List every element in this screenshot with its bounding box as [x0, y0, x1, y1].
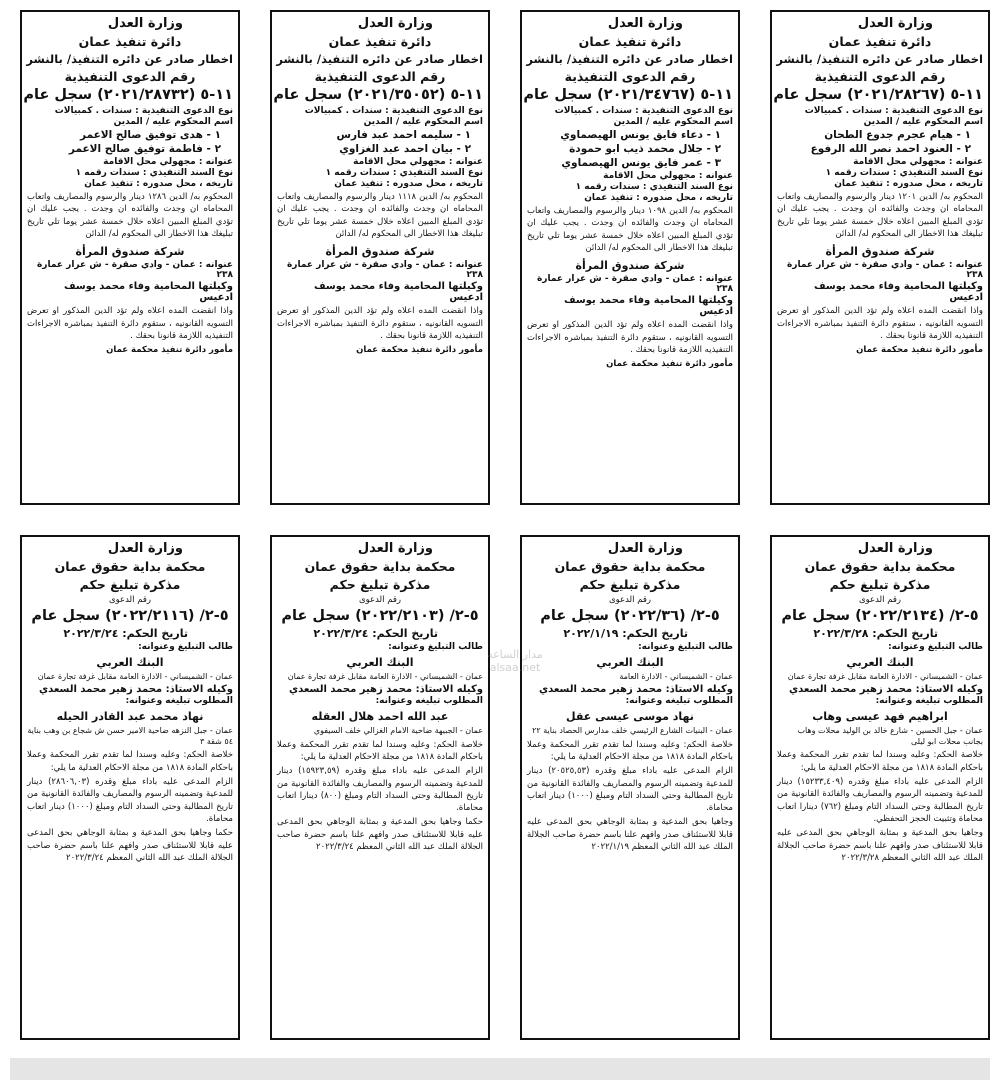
notice-subtitle: مذكرة تبليغ حكم — [79, 577, 181, 592]
case-label: رقم الدعوى التنفيذية — [814, 69, 946, 84]
defendant-name: نهاد موسى عيسى عقل — [566, 709, 694, 723]
plaintiff-address: عمان - الشميساني - الادارة العامة مقابل غرفة تجارة عمان — [287, 672, 483, 681]
notice-subtitle: اخطار صادر عن دائره التنفيذ/ بالنشر — [526, 52, 733, 66]
ministry-title: وزارة العدل — [107, 16, 183, 31]
verdict-summary: خلاصة الحكم: وعليه وسندا لما تقدم تقرر المحكمة وعملا باحكام المادة ١٨١٨ من مجلة الاحكام العدلية ما يلي: — [527, 739, 733, 762]
document-date: تاريخه ، محل صدوره : تنفيذ عمان — [334, 179, 483, 189]
notice-warning: واذا انقضت المده اعلاه ولم تؤد الدين المذكور او تعرض التسويه القانونيه ، ستقوم دائرة التنفيذ بمباشره الاجراءات التنفيذيه اللازمة قانونا بحقك . — [527, 320, 733, 355]
judgment-notice — [770, 535, 990, 1040]
notice-subtitle: اخطار صادر عن دائره التنفيذ/ بالنشر — [26, 52, 233, 66]
officer-signature: مأمور دائرة تنفيذ محكمة عمان — [356, 345, 483, 356]
creditor-lawyer: وكيلتها المحامية وفاء محمد يوسف ادعيس — [813, 281, 983, 304]
execution-notice — [520, 10, 740, 505]
defendant-address: عمان - البنيات الشارع الرئيسي خلف مدارس الحصاد بناية ٢٢ — [532, 725, 733, 735]
case-label: رقم الدعوى — [108, 595, 152, 605]
ministry-title: وزارة العدل — [107, 541, 183, 556]
bottom-row — [10, 535, 990, 1040]
notice-subtitle: مذكرة تبليغ حكم — [829, 577, 931, 592]
defendant-address: عمان - جبل الحسين - شارع خالد بن الوليد محلات وهاب بجانب محلات ابو ليلى — [797, 725, 983, 746]
execution-notice — [770, 10, 990, 505]
footer-bar — [10, 1058, 990, 1080]
defendant-label: المطلوب تبليغه وعنوانه: — [125, 695, 233, 706]
debtor-address: عنوانه : مجهولي محل الاقامة — [853, 157, 983, 167]
creditor-lawyer: وكيلتها المحامية وفاء محمد يوسف ادعيس — [563, 295, 733, 318]
officer-signature: مأمور دائرة تنفيذ محكمة عمان — [106, 345, 233, 356]
creditor-lawyer: وكيلتها المحامية وفاء محمد يوسف ادعيس — [63, 281, 233, 304]
debtor-name: ٢ - جلال محمد ذيب ابو حمودة — [569, 143, 721, 155]
case-type: نوع الدعوى التنفيذية : سندات . كمبيالات — [54, 106, 233, 116]
ministry-title: وزارة العدل — [607, 541, 683, 556]
ministry-title: وزارة العدل — [357, 16, 433, 31]
case-type: نوع الدعوى التنفيذية : سندات . كمبيالات — [554, 106, 733, 116]
closing-text: حكما وجاهيا بحق المدعية و بمثابة الوجاهي بحق المدعى عليه قابلا للاستئناف صدر وافهم علنا باسم حضرة صاحب الجلالة الملك عبد الله الثاني المعظم ٢٠٢٢/٣/٢٤ — [277, 817, 483, 853]
debtor-name: ١ - هدى توفيق صالح الاعمر — [80, 129, 221, 141]
debtor-name: ٢ - بيان احمد عبد الغزاوي — [339, 143, 471, 155]
watermark-latin: alsaa.net — [489, 661, 541, 675]
plaintiff-name: البنك العربي — [346, 656, 414, 669]
department-title: دائرة تنفيذ عمان — [578, 34, 682, 49]
judgment-notice — [520, 535, 740, 1040]
notice-subtitle: مذكرة تبليغ حكم — [579, 577, 681, 592]
officer-signature: مأمور دائرة تنفيذ محكمة عمان — [856, 345, 983, 356]
defendant-label: المطلوب تبليغه وعنوانه: — [875, 695, 983, 706]
case-type: نوع الدعوى التنفيذية : سندات . كمبيالات — [804, 106, 983, 116]
case-number: ٥-٢/ (٢٠٢٢/٢١٣٤) سجل عام — [781, 608, 979, 624]
ministry-title: وزارة العدل — [357, 541, 433, 556]
plaintiff-label: طالب التبليغ وعنوانه: — [638, 642, 733, 652]
creditor-company: شركة صندوق المرأة — [325, 245, 435, 259]
verdict-summary: خلاصة الحكم: وعليه وسندا لما تقدم تقرر المحكمة وعملا باحكام المادة ١٨١٨ من مجلة الاحكام العدلية ما يلي: — [277, 739, 483, 762]
ruling-text: الزام المدعى عليه باداء مبلغ وقدره (٢٨٦٠٦,٠٣) دينار للمدعية وتضمينه الرسوم والمصاريف والفائدة القانونية من تاريخ المطالبة وحتى السداد التام ومبلغ (١٠٠٠) دينار اتعاب محاماة. — [27, 777, 234, 824]
case-number: ١١-٥ (٢٠٢١/٣٤٧٦٧) سجل عام — [523, 87, 733, 103]
notice-body: المحكوم به/ الدين ١٢٨٦ دينار والرسوم والمصاريف واتعاب المحاماه ان وجدت والفائده ان وجدت . يجب عليك ان تؤدي المبلغ المبين اعلاه خلال خمسة عشر يوما تلي تاريخ تبليغك هذا الاخطار الى المحكوم له/ الدائن — [27, 192, 234, 239]
plaintiff-lawyer: وكيله الاستاذ: محمد زهير محمد السعدي — [788, 683, 983, 695]
judgment-date: تاريخ الحكم: ٢٠٢٢/٣/٢٨ — [813, 627, 938, 640]
creditor-company: شركة صندوق المرأة — [825, 245, 935, 259]
debtor-name: ١ - سليمه احمد عبد فارس — [336, 129, 471, 141]
document-date: تاريخه ، محل صدوره : تنفيذ عمان — [584, 193, 733, 203]
document-type: نوع السند التنفيذي : سندات رقمه ١ — [575, 182, 733, 192]
court-title: محكمة بداية حقوق عمان — [804, 559, 956, 574]
plaintiff-name: البنك العربي — [596, 656, 664, 669]
top-row — [10, 10, 990, 505]
creditor-address: عنوانه : عمان - وادي صقرة - ش عرار عمارة ٢٣٨ — [286, 260, 483, 281]
closing-text: حكما وجاهيا بحق المدعية و بمثابة الوجاهي بحق المدعى عليه قابلا للاستئناف صدر وافهم علنا باسم حضرة صاحب الجلالة الملك عبد الله الثاني المعظم ٢٠٢٢/٣/٢٤ — [27, 828, 233, 863]
plaintiff-label: طالب التبليغ وعنوانه: — [388, 642, 483, 652]
plaintiff-name: البنك العربي — [846, 656, 914, 669]
case-label: رقم الدعوى — [358, 595, 402, 605]
defendant-address: عمان - الجبيهة ضاحية الامام الغزالي خلف السيفوي — [313, 725, 483, 735]
notice-warning: واذا انقضت المده اعلاه ولم تؤد الدين المذكور او تعرض التسويه القانونيه ، ستقوم دائرة التنفيذ بمباشره الاجراءات التنفيذيه اللازمة قانونا بحقك . — [27, 306, 233, 341]
court-title: محكمة بداية حقوق عمان — [304, 559, 456, 574]
creditor-company: شركة صندوق المرأة — [575, 259, 685, 273]
verdict-summary: خلاصة الحكم: وعليه وسندا لما تقدم تقرر المحكمة وعملا باحكام المادة ١٨١٨ من مجلة الاحكام العدلية ما يلي: — [777, 750, 983, 773]
case-number: ٥-٢/ (٢٠٢٢/٢١١٦) سجل عام — [31, 608, 229, 624]
plaintiff-address: عمان - الشميساني - الادارة العامة مقابل غرفة تجارة عمان — [787, 672, 983, 681]
defendant-name: نهاد محمد عبد القادر الحيله — [56, 709, 204, 723]
case-number: ١١-٥ (٢٠٢١/٣٥٠٥٢) سجل عام — [273, 87, 483, 103]
creditor-address: عنوانه : عمان - وادي صقرة - ش عرار عمارة ٢٣٨ — [786, 260, 983, 281]
department-title: دائرة تنفيذ عمان — [828, 34, 932, 49]
ministry-title: وزارة العدل — [607, 16, 683, 31]
watermark — [470, 648, 560, 674]
notice-body: المحكوم به/ الدين ١٠٩٨ دينار والرسوم والمصاريف واتعاب المحاماه ان وجدت والفائده ان وجدت . يجب عليك ان تؤدي المبلغ المبين اعلاه خلال خمسة عشر يوما تلي تاريخ تبليغك هذا الاخطار الى المحكوم له/ الدائن — [527, 206, 734, 253]
debtor-address: عنوانه : مجهولي محل الاقامة — [603, 171, 733, 181]
document-type: نوع السند التنفيذي : سندات رقمه ١ — [825, 168, 983, 178]
creditor-company: شركة صندوق المرأة — [75, 245, 185, 259]
judged-label: اسم المحكوم عليه / المدين — [863, 117, 983, 127]
closing-text: وجاهيا بحق المدعية و بمثابة الوجاهي بحق المدعى عليه قابلا للاستئناف صدر وافهم علنا باسم حضرة صاحب الجلالة الملك عبد الله الثاني المعظم ٢٠٢٢/١/١٩ — [527, 817, 733, 853]
plaintiff-lawyer: وكيله الاستاذ: محمد زهير محمد السعدي — [38, 683, 233, 695]
court-title: محكمة بداية حقوق عمان — [554, 559, 706, 574]
judged-label: اسم المحكوم عليه / المدين — [613, 117, 733, 127]
defendant-name: عبد الله احمد هلال العقله — [311, 709, 449, 723]
case-label: رقم الدعوى التنفيذية — [314, 69, 446, 84]
document-date: تاريخه ، محل صدوره : تنفيذ عمان — [84, 179, 233, 189]
debtor-name: ٣ - عمر فايق يونس الهيصماوي — [561, 157, 721, 169]
case-label: رقم الدعوى التنفيذية — [564, 69, 696, 84]
creditor-address: عنوانه : عمان - وادي صقرة - ش عرار عمارة ٢٣٨ — [36, 260, 233, 281]
judgment-notice — [270, 535, 490, 1040]
ruling-text: الزام المدعى عليه باداء مبلغ وقدره (١٥٢٣٣,٤٠٩) دينار للمدعية وتضمينه الرسوم والمصاريف والفائدة القانونية من تاريخ المطالبة وحتى السداد التام ومبلغ (٧٦٢) دينارا اتعاب محاماة وتثبيت الحجز التحفظي. — [777, 777, 983, 824]
creditor-lawyer: وكيلتها المحامية وفاء محمد يوسف ادعيس — [313, 281, 483, 304]
case-label: رقم الدعوى — [858, 595, 902, 605]
debtor-name: ٢ - فاطمة توفيق صالح الاعمر — [68, 143, 221, 155]
creditor-address: عنوانه : عمان - وادي صقرة - ش عرار عمارة ٢٣٨ — [536, 274, 733, 295]
notice-subtitle: مذكرة تبليغ حكم — [329, 577, 431, 592]
case-type: نوع الدعوى التنفيذية : سندات . كمبيالات — [304, 106, 483, 116]
judged-label: اسم المحكوم عليه / المدين — [363, 117, 483, 127]
case-label: رقم الدعوى التنفيذية — [64, 69, 196, 84]
case-number: ١١-٥ (٢٠٢١/٢٨٢٦٧) سجل عام — [773, 87, 983, 103]
defendant-address: عمان - جبل النزهه ضاحية الامير حسن ش شجاع بن وهب بناية ٥٤ شقة ٣ — [27, 725, 233, 746]
plaintiff-lawyer: وكيله الاستاذ: محمد زهير محمد السعدي — [538, 683, 733, 695]
verdict-summary: خلاصة الحكم: وعليه وسندا لما تقدم تقرر المحكمة وعملا باحكام المادة ١٨١٨ من مجلة الاحكام العدلية ما يلي: — [27, 750, 233, 773]
execution-notice — [20, 10, 240, 505]
judged-label: اسم المحكوم عليه / المدين — [113, 117, 233, 127]
watermark-arabic: مدار الساعة — [487, 648, 543, 661]
notice-body: المحكوم به/ الدين ١١١٨ دينار والرسوم والمصاريف واتعاب المحاماه ان وجدت والفائده ان وجدت . يجب عليك ان تؤدي المبلغ المبين اعلاه خلال خمسة عشر يوما تلي تاريخ تبليغك هذا الاخطار الى المحكوم له/ الدائن — [277, 192, 484, 239]
defendant-label: المطلوب تبليغه وعنوانه: — [375, 695, 483, 706]
closing-text: وجاهيا بحق المدعية و بمثابة الوجاهي بحق المدعى عليه قابلا للاستئناف صدر وافهم علنا باسم حضرة صاحب الجلالة الملك عبد الله الثاني المعظم ٢٠٢٢/٣/٢٨ — [777, 828, 983, 863]
debtor-address: عنوانه : مجهولي محل الاقامة — [103, 157, 233, 167]
notice-subtitle: اخطار صادر عن دائره التنفيذ/ بالنشر — [276, 52, 483, 66]
notice-subtitle: اخطار صادر عن دائره التنفيذ/ بالنشر — [776, 52, 983, 66]
ruling-text: الزام المدعى عليه باداء مبلغ وقدره (٢٠٥٢٥,٥٣) دينار للمدعية وتضمينه الرسوم والمصاريف والفائدة القانونية من تاريخ المطالبة وحتى السداد التام ومبلغ (١٠٠٠) دينار اتعاب محاماة. — [527, 766, 734, 814]
judgment-notice — [20, 535, 240, 1040]
plaintiff-name: البنك العربي — [96, 656, 164, 669]
court-title: محكمة بداية حقوق عمان — [54, 559, 206, 574]
department-title: دائرة تنفيذ عمان — [78, 34, 182, 49]
debtor-address: عنوانه : مجهولي محل الاقامة — [353, 157, 483, 167]
plaintiff-label: طالب التبليغ وعنوانه: — [888, 642, 983, 652]
document-type: نوع السند التنفيذي : سندات رقمه ١ — [325, 168, 483, 178]
defendant-label: المطلوب تبليغه وعنوانه: — [625, 695, 733, 706]
document-date: تاريخه ، محل صدوره : تنفيذ عمان — [834, 179, 983, 189]
case-label: رقم الدعوى — [608, 595, 652, 605]
case-number: ٥-٢/ (٢٠٢٢/٢١٠٣) سجل عام — [281, 608, 479, 624]
ruling-text: الزام المدعى عليه باداء مبلغ وقدره (١٥٩٢٣,٥٩) دينار للمدعية وتضمينه الرسوم والمصاريف والفائدة القانونية من تاريخ المطالبة وحتى السداد التام ومبلغ (٨٠٠) دينارا اتعاب محاماة. — [277, 766, 484, 814]
judgment-date: تاريخ الحكم: ٢٠٢٢/١/١٩ — [563, 627, 688, 640]
plaintiff-address: عمان - الشميساني - الادارة العامة مقابل غرفة تجارة عمان — [37, 672, 233, 681]
officer-signature: مأمور دائرة تنفيذ محكمة عمان — [606, 359, 733, 370]
case-number: ٥-٢/ (٢٠٢٢/٣٦) سجل عام — [540, 608, 720, 624]
debtor-name: ١ - هيام عجرم جدوع الطحان — [824, 129, 971, 141]
ministry-title: وزارة العدل — [857, 16, 933, 31]
case-number: ١١-٥ (٢٠٢١/٢٨٧٣٢) سجل عام — [23, 87, 233, 103]
execution-notice — [270, 10, 490, 505]
defendant-name: ابراهيم فهد عيسى وهاب — [812, 709, 948, 723]
plaintiff-address: عمان - الشميساني - الادارة العامة — [619, 672, 733, 681]
department-title: دائرة تنفيذ عمان — [328, 34, 432, 49]
ministry-title: وزارة العدل — [857, 541, 933, 556]
debtor-name: ٢ - العنود احمد نصر الله الرفوع — [810, 143, 971, 155]
plaintiff-lawyer: وكيله الاستاذ: محمد زهير محمد السعدي — [288, 683, 483, 695]
judgment-date: تاريخ الحكم: ٢٠٢٢/٣/٢٤ — [63, 627, 188, 640]
notice-body: المحكوم به/ الدين ١٢٠١ دينار والرسوم والمصاريف واتعاب المحاماه ان وجدت والفائده ان وجدت . يجب عليك ان تؤدي المبلغ المبين اعلاه خلال خمسة عشر يوما تلي تاريخ تبليغك هذا الاخطار الى المحكوم له/ الدائن — [777, 192, 984, 239]
document-type: نوع السند التنفيذي : سندات رقمه ١ — [75, 168, 233, 178]
plaintiff-label: طالب التبليغ وعنوانه: — [138, 642, 233, 652]
debtor-name: ١ - دعاء فايق يونس الهيصماوي — [560, 129, 721, 141]
judgment-date: تاريخ الحكم: ٢٠٢٢/٣/٢٤ — [313, 627, 438, 640]
notice-warning: واذا انقضت المده اعلاه ولم تؤد الدين المذكور او تعرض التسويه القانونيه ، ستقوم دائرة التنفيذ بمباشره الاجراءات التنفيذيه اللازمة قانونا بحقك . — [277, 306, 483, 341]
notice-warning: واذا انقضت المده اعلاه ولم تؤد الدين المذكور او تعرض التسويه القانونيه ، ستقوم دائرة التنفيذ بمباشره الاجراءات التنفيذيه اللازمة قانونا بحقك . — [777, 306, 983, 341]
